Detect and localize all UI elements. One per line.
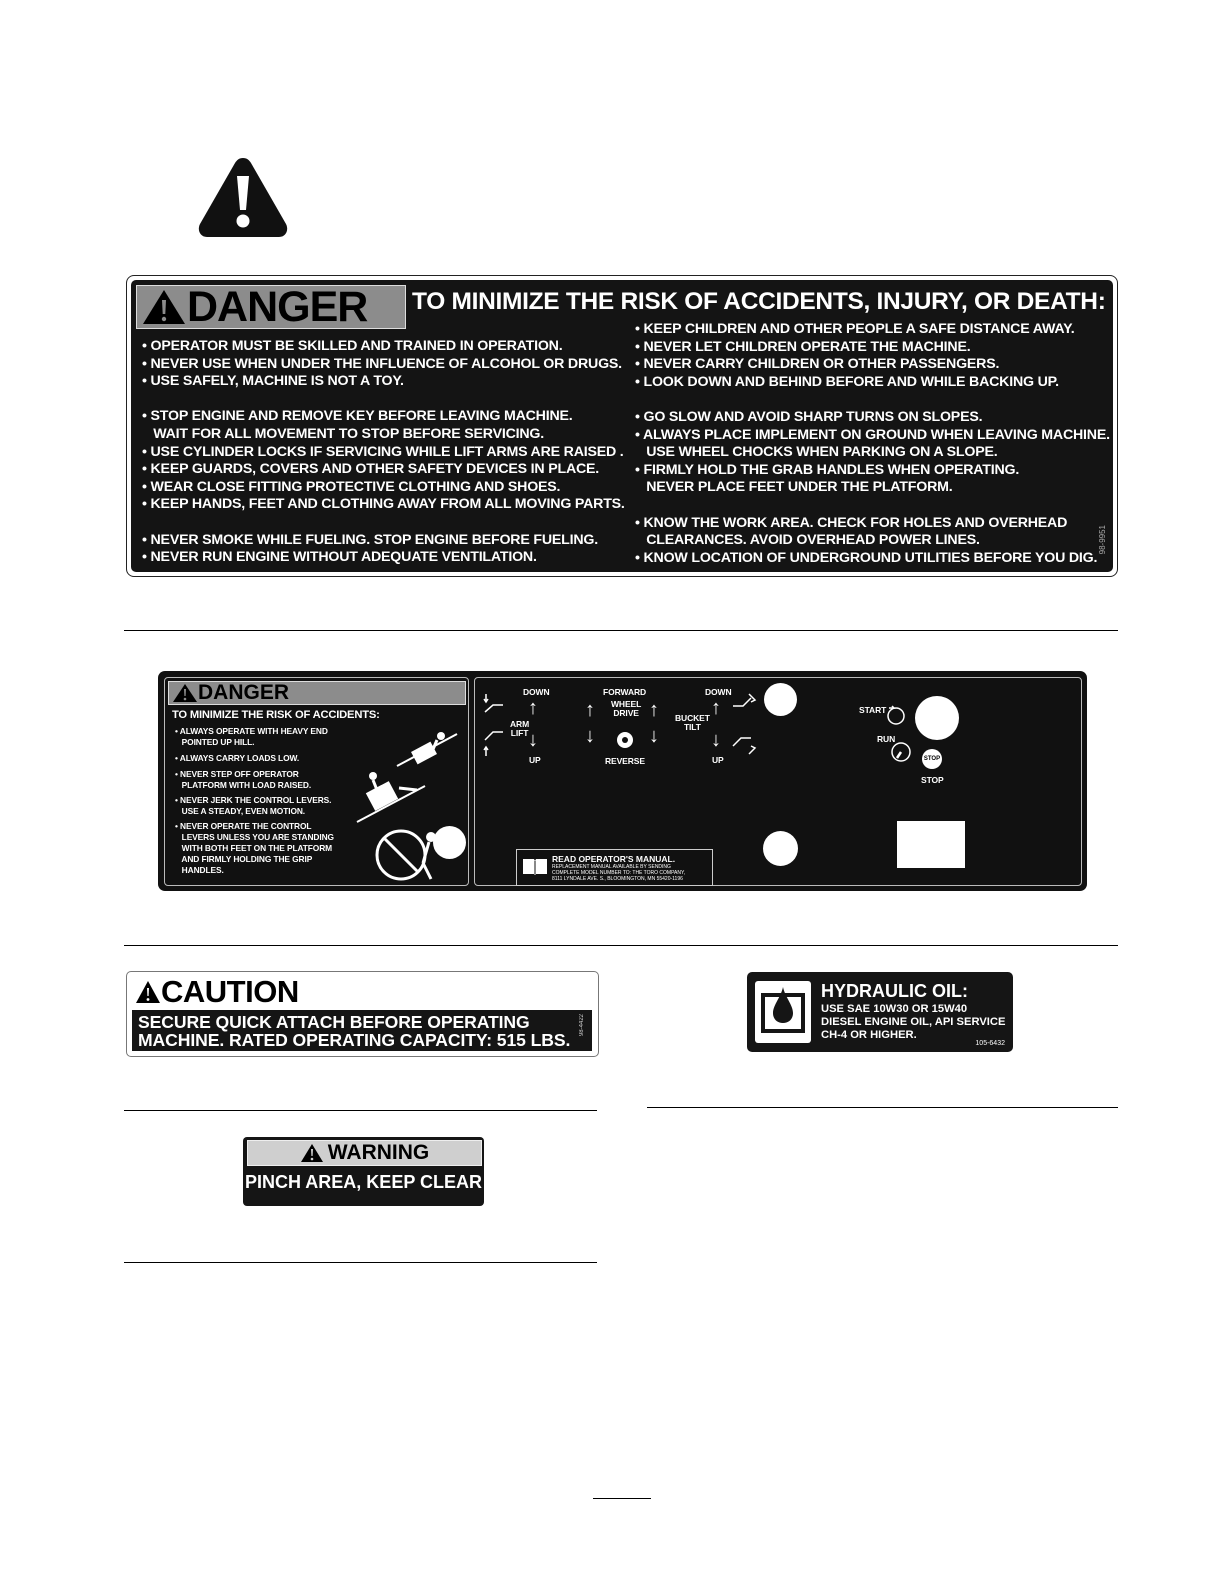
part-code: 105-6432 [975, 1040, 1005, 1047]
wheel-drive-reverse-label: REVERSE [605, 756, 645, 766]
hydraulic-line: DIESEL ENGINE OIL, API SERVICE [821, 1016, 1006, 1028]
danger-left-column: • OPERATOR MUST BE SKILLED AND TRAINED IN OPERATION. • NEVER USE WHEN UNDER THE INFLUENCE OF ALCOHOL OR DRUGS. • USE SAFELY, MACHINE IS NOT A TOY. • STOP ENGINE AND REMOVE KEY BEFORE LEAVING MACHINE. WAIT FOR ALL MOVEMENT TO STOP BEFORE SERVICING. • USE CYLINDER LOCKS IF SERVICING WHILE LIFT ARMS ARE RAISED . • KEEP GUARDS, COVERS AND OTHER SAFETY DEVICES IN PLACE. • WEAR CLOSE FITTING PROTECTIVE CLOTHING AND SHOES. • KEEP HANDS, FEET AND CLOTHING AWAY FROM ALL MOVING PARTS. • NEVER SMOKE WHILE FUELING. STOP ENGINE BEFORE FUELING. • NEVER RUN ENGINE WITHOUT ADEQUATE VENTILATION. [142, 338, 625, 566]
loader-slope-pictogram-icon [355, 766, 427, 824]
divider [124, 945, 1118, 946]
manual-title: READ OPERATOR'S MANUAL. [552, 854, 676, 864]
bucket-lower-icon [483, 692, 507, 716]
callout-marker [764, 683, 797, 716]
part-code: 98-9951 [1098, 524, 1107, 554]
prohibited-pictogram-icon [375, 823, 443, 883]
panel-danger-header [168, 681, 466, 705]
arrow-up-icon: ↑ [649, 699, 659, 721]
bucket-tilt-down-label: DOWN [705, 687, 732, 697]
stop-badge [922, 749, 942, 769]
panel-bullet: • ALWAYS CARRY LOADS LOW. [175, 753, 300, 763]
hydraulic-title: HYDRAULIC OIL: [821, 981, 968, 1001]
caution-label: CAUTION [161, 974, 299, 1009]
arrow-up-icon: ↑ [585, 699, 595, 721]
arrow-down-icon: ↓ [528, 729, 538, 751]
hydraulic-line: USE SAE 10W30 OR 15W40 [821, 1003, 968, 1015]
divider [124, 1110, 597, 1111]
divider [647, 1107, 1118, 1108]
arm-lift-up-label: UP [529, 755, 541, 765]
caution-body [132, 1010, 592, 1051]
arrow-down-icon: ↓ [711, 729, 721, 751]
warning-text: PINCH AREA, KEEP CLEAR [244, 1172, 483, 1192]
page-number-rule [593, 1498, 651, 1499]
part-code: 98-4422 [579, 1014, 585, 1037]
wheel-drive-forward-label: FORWARD [603, 687, 647, 697]
warning-label: WARNING [327, 1141, 430, 1164]
warning-header [247, 1140, 482, 1166]
arrow-down-icon: ↓ [649, 725, 659, 747]
arrow-up-icon: ↑ [711, 697, 721, 719]
warning-triangle-icon [300, 1143, 324, 1163]
divider [124, 1262, 597, 1263]
start-key-icon [885, 704, 907, 726]
blank-label-area [897, 821, 965, 868]
panel-bullet: • ALWAYS OPERATE WITH HEAVY END POINTED UP HILL. [175, 726, 328, 747]
bucket-tilt-label: BUCKET TILT [675, 713, 710, 732]
panel-danger-section [164, 677, 469, 886]
caution-header [135, 975, 299, 1009]
caution-line: SECURE QUICK ATTACH BEFORE OPERATING [138, 1012, 530, 1032]
caution-line: MACHINE. RATED OPERATING CAPACITY: 515 LBS. [138, 1030, 571, 1050]
danger-header [136, 285, 406, 329]
control-panel-decal [158, 671, 1087, 891]
warning-triangle-icon [172, 683, 198, 703]
panel-danger-subtitle: TO MINIMIZE THE RISK OF ACCIDENTS: [172, 709, 380, 721]
oil-drop-icon [755, 981, 811, 1043]
panel-controls-section [474, 677, 1082, 886]
callout-marker [915, 696, 959, 740]
run-label: RUN [877, 734, 896, 744]
panel-bullet: • NEVER STEP OFF OPERATOR PLATFORM WITH LOAD RAISED. [175, 769, 312, 790]
bucket-tilt-up-label: UP [712, 755, 724, 765]
danger-title: TO MINIMIZE THE RISK OF ACCIDENTS, INJURY, OR DEATH: [412, 288, 1106, 315]
panel-bullet: • NEVER JERK THE CONTROL LEVERS. USE A STEADY, EVEN MOTION. [175, 795, 332, 816]
wheel-drive-label: WHEEL DRIVE [611, 699, 642, 718]
warning-triangle-icon [135, 980, 161, 1004]
bucket-dump-icon [731, 692, 757, 714]
tip-over-pictogram-icon [393, 726, 461, 770]
manual-book-icon [522, 856, 548, 876]
warning-triangle-icon [141, 288, 187, 326]
run-key-icon [889, 740, 913, 764]
panel-bullet: • NEVER OPERATE THE CONTROL LEVERS UNLESS YOU ARE STANDING WITH BOTH FEET ON THE PLATFORM AND FIRMLY HOLDING THE GRIP HANDLES. [175, 821, 334, 875]
callout-marker [763, 831, 798, 866]
warning-decal [243, 1137, 484, 1206]
caution-decal [126, 971, 599, 1057]
hydraulic-line: CH-4 OR HIGHER. [821, 1029, 917, 1041]
hydraulic-oil-decal [747, 972, 1013, 1052]
wheel-icon [615, 730, 635, 750]
danger-label: DANGER [187, 283, 368, 331]
divider [124, 630, 1118, 631]
start-label: START [859, 705, 887, 715]
arrow-down-icon: ↓ [585, 725, 595, 747]
arm-lift-down-label: DOWN [523, 687, 550, 697]
arrow-up-icon: ↑ [528, 697, 538, 719]
manual-text: REPLACEMENT MANUAL AVAILABLE BY SENDING COMPLETE MODEL NUMBER TO: THE TORO COMPANY, 8111 LYNDALE AVE. S., BLOOMINGTON, MN 55420-1196 [552, 864, 686, 882]
warning-triangle-icon [196, 154, 290, 240]
stop-label: STOP [921, 775, 944, 785]
arm-lift-label: ARM LIFT [510, 719, 530, 738]
callout-marker [433, 826, 466, 859]
bucket-curl-icon [731, 734, 757, 756]
danger-safety-decal [126, 275, 1118, 577]
danger-right-column: • KEEP CHILDREN AND OTHER PEOPLE A SAFE DISTANCE AWAY. • NEVER LET CHILDREN OPERATE THE MACHINE. • NEVER CARRY CHILDREN OR OTHER PASSENGERS. • LOOK DOWN AND BEHIND BEFORE AND WHILE BACKING UP. • GO SLOW AND AVOID SHARP TURNS ON SLOPES. • ALWAYS PLACE IMPLEMENT ON GROUND WHEN LEAVING MACHINE. USE WHEEL CHOCKS WHEN PARKING ON A SLOPE. • FIRMLY HOLD THE GRAB HANDLES WHEN OPERATING. NEVER PLACE FEET UNDER THE PLATFORM. • KNOW THE WORK AREA. CHECK FOR HOLES AND OVERHEAD CLEARANCES. AVOID OVERHEAD POWER LINES. • KNOW LOCATION OF UNDERGROUND UTILITIES BEFORE YOU DIG. [635, 321, 1110, 566]
read-manual-box [516, 849, 713, 886]
bucket-raise-icon [483, 728, 507, 758]
stop-badge-text: STOP [923, 756, 941, 762]
panel-danger-label: DANGER [198, 681, 290, 704]
